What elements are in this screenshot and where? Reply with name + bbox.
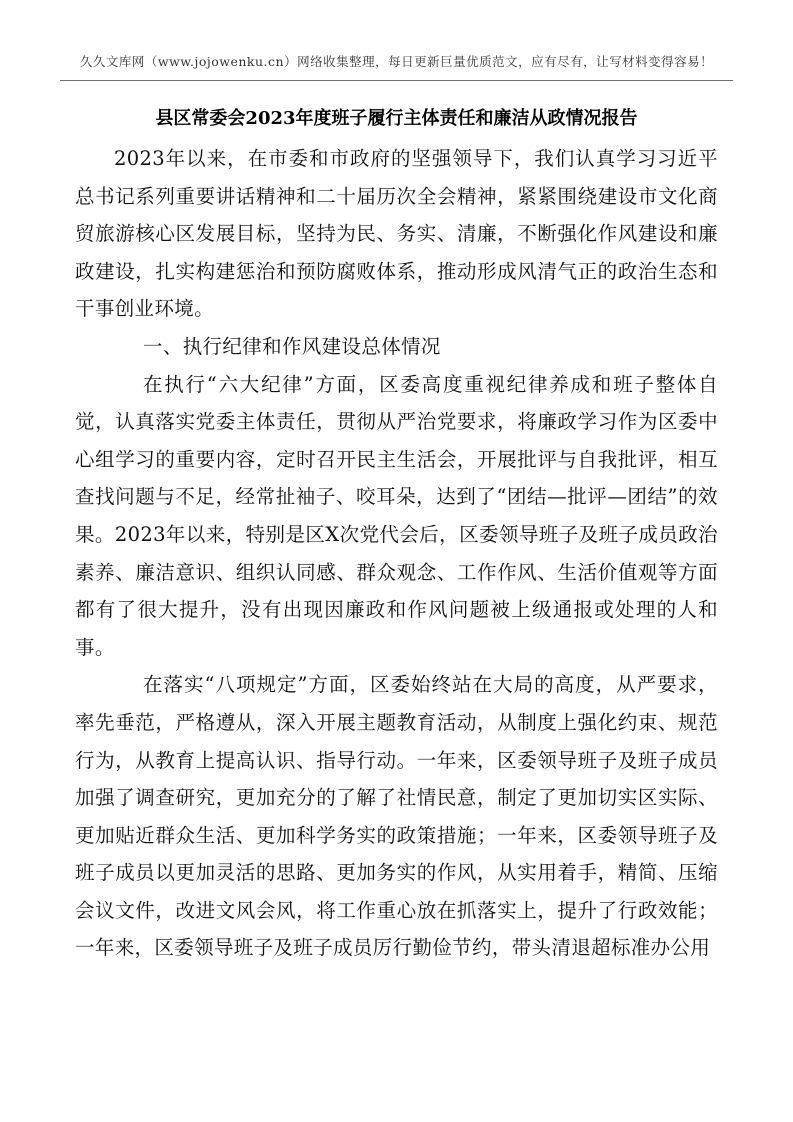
site-header-notice: 久久文库网（www.jojowenku.cn）网络收集整理，每日更新巨量优质范文，应有尽有，让写材料变得容易！ bbox=[79, 54, 714, 69]
document-title: 县区常委会2023年度班子履行主体责任和廉洁从政情况报告 bbox=[155, 108, 638, 129]
section-heading: 一、执行纪律和作风建设总体情况 bbox=[143, 334, 441, 358]
document-body bbox=[75, 140, 718, 967]
paragraph-intro: 2023年以来，在市委和市政府的坚强领导下，我们认真学习习近平总书记系列重要讲话精神和二十届历次全会精神，紧紧围绕建设市文化商贸旅游核心区发展目标，坚持为民、务实、清廉，不断强化作风建设和廉政建设，扎实构建惩治和预防腐败体系，推动形成风清气正的政治生态和干事创业环境。 bbox=[75, 147, 718, 321]
paragraph-eight-rules: 在落实“八项规定”方面，区委始终站在大局的高度，从严要求，率先垂范，严格遵从，深入开展主题教育活动，从制度上强化约束、规范行为，从教育上提高认识、指导行动。一年来，区委领导班子及班子成员加强了调查研究，更加充分的了解了社情民意，制定了更加切实区实际、更加贴近群众生活、更加科学务实的政策措施；一年来，区委领导班子及班子成员以更加灵活的思路、更加务实的作风，从实用着手，精简、压缩会议文件，改进文风会风，将工作重心放在抓落实上，提升了行政效能；一年来，区委领导班子及班子成员厉行勤俭节约，带头清退超标准办公用 bbox=[75, 673, 718, 960]
header-divider bbox=[60, 80, 733, 81]
paragraph-discipline: 在执行“六大纪律”方面，区委高度重视纪律养成和班子整体自觉，认真落实党委主体责任，贯彻从严治党要求，将廉政学习作为区委中心组学习的重要内容，定时召开民主生活会，开展批评与自我批评，相互查找问题与不足，经常扯袖子、咬耳朵，达到了“团结—批评—团结”的效果。2023年以来，特别是区X次党代会后，区委领导班子及班子成员政治素养、廉洁意识、组织认同感、群众观念、工作作风、生活价值观等方面都有了很大提升，没有出现因廉政和作风问题被上级通报或处理的人和事。 bbox=[75, 372, 718, 659]
